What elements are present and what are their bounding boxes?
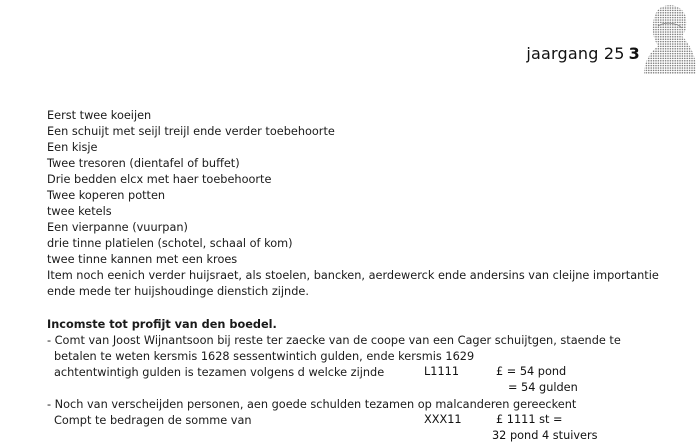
inventory-line: Twee tresoren (dientafel of buffet) [47, 157, 240, 170]
entry-line: achtentwintigh gulden is tezamen volgens d welcke zijnde [54, 366, 385, 379]
inventory-line: Twee koperen potten [47, 189, 166, 202]
entry-code: XXX11 [424, 413, 462, 426]
inventory-line: Een vierpanne (vuurpan) [47, 221, 188, 234]
entry-code: L1111 [424, 365, 460, 378]
header-label: jaargang 25 [526, 44, 625, 63]
inventory-line: twee ketels [47, 205, 112, 218]
inventory-line: ende mede ter huijshoudinge dienstich zijnde. [47, 285, 309, 298]
inventory-line: Een schuijt met seijl treijl ende verder toebehoorte [47, 125, 335, 138]
page-header [526, 44, 640, 63]
inventory-line: Eerst twee koeijen [47, 109, 152, 122]
entry-line: - Noch van verscheijden personen, aen goede schulden tezamen op malcanderen gereeckent [47, 398, 577, 411]
entry-value: £ = 54 pond [496, 365, 567, 378]
entry-value: £ 1111 st = [496, 413, 563, 426]
inventory-line: drie tinne platielen (schotel, schaal of kom) [47, 237, 293, 250]
entry-line: - Comt van Joost Wijnantsoon bij reste ter zaecke van de coope van een Cager schuijtgen, staende te [47, 334, 621, 347]
inventory-line: Item noch eenich verder huijsraet, als stoelen, bancken, aerdewerck ende andersins van cleijne importantie [47, 269, 659, 282]
entry-value: 32 pond 4 stuivers [492, 429, 598, 442]
entry-value: = 54 gulden [508, 381, 578, 394]
inventory-line: Drie bedden elcx met haer toebehoorte [47, 173, 272, 186]
section-heading: Incomste tot profijt van den boedel. [47, 318, 277, 331]
inventory-line: twee tinne kannen met een kroes [47, 253, 238, 266]
entry-line: Compt te bedragen de somme van [54, 414, 252, 427]
inventory-line: Een kisje [47, 141, 98, 154]
entry-line: betalen te weten kersmis 1628 sessentwintich gulden, ende kersmis 1629 [54, 350, 475, 363]
page-number: 3 [628, 44, 640, 63]
portrait-illustration [638, 2, 696, 74]
